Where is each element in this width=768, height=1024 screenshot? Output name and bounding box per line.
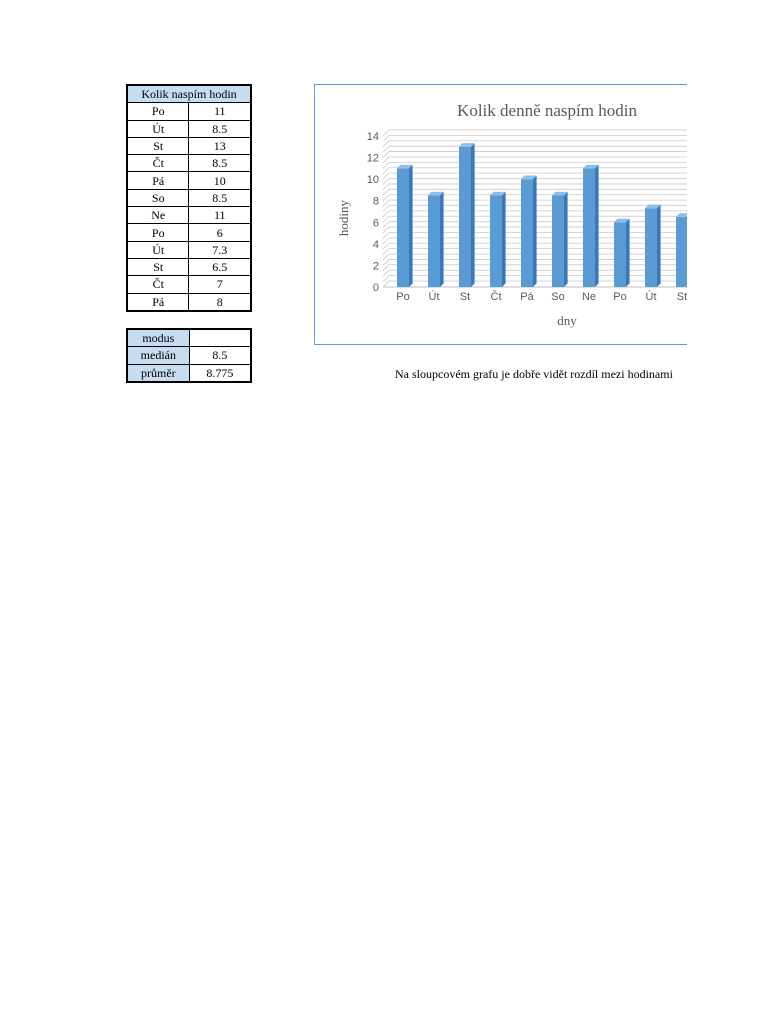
bar bbox=[614, 222, 626, 287]
y-tick-label: 0 bbox=[372, 282, 379, 294]
bar bbox=[459, 147, 471, 287]
gridline-depth bbox=[383, 249, 389, 255]
bar bbox=[397, 168, 409, 287]
gridline-depth bbox=[383, 276, 389, 282]
x-tick-label: Po bbox=[396, 291, 410, 303]
bar-side bbox=[440, 192, 444, 287]
y-tick-label: 14 bbox=[366, 131, 379, 143]
gridline-depth bbox=[383, 162, 389, 168]
hours-cell: 7 bbox=[189, 276, 251, 293]
x-tick-label: Pá bbox=[520, 291, 534, 303]
hours-cell: 10 bbox=[189, 172, 251, 189]
gridline-depth bbox=[383, 200, 389, 206]
bar-side bbox=[409, 165, 413, 287]
stat-label: medián bbox=[127, 347, 189, 364]
day-cell: Čt bbox=[127, 155, 189, 172]
day-cell: Út bbox=[127, 120, 189, 137]
bar-side bbox=[657, 205, 661, 287]
stats-table bbox=[126, 328, 252, 383]
day-cell: Po bbox=[127, 224, 189, 241]
hours-cell: 6.5 bbox=[189, 258, 251, 275]
bar bbox=[583, 168, 595, 287]
hours-table bbox=[126, 84, 252, 312]
bar-side bbox=[502, 192, 506, 287]
table-row bbox=[127, 155, 251, 172]
hours-cell: 8.5 bbox=[189, 155, 251, 172]
x-tick-label: Čt bbox=[490, 291, 502, 303]
stat-value bbox=[189, 329, 251, 347]
gridline-depth bbox=[383, 130, 389, 136]
gridline-depth bbox=[383, 173, 389, 179]
table-row bbox=[127, 293, 251, 311]
bar bbox=[521, 179, 533, 287]
gridline-depth bbox=[383, 281, 389, 287]
bar bbox=[645, 208, 657, 287]
table-row bbox=[127, 172, 251, 189]
day-cell: Ne bbox=[127, 207, 189, 224]
day-cell: Po bbox=[127, 103, 189, 120]
bar bbox=[552, 195, 564, 287]
x-tick-label: St bbox=[676, 291, 687, 303]
hours-cell: 6 bbox=[189, 224, 251, 241]
table-row bbox=[127, 120, 251, 137]
hours-cell: 8.5 bbox=[189, 120, 251, 137]
y-tick-label: 4 bbox=[372, 238, 379, 251]
x-tick-label: St bbox=[459, 291, 471, 303]
y-tick-label: 6 bbox=[372, 217, 379, 230]
table-row bbox=[127, 207, 251, 224]
table-row bbox=[127, 241, 251, 258]
bar-side bbox=[533, 176, 537, 287]
table-row bbox=[127, 137, 251, 154]
stat-value: 8.5 bbox=[189, 347, 251, 364]
gridline-depth bbox=[383, 259, 389, 265]
hours-cell: 7.3 bbox=[189, 241, 251, 258]
bar-top bbox=[676, 213, 687, 217]
bar-side bbox=[595, 165, 599, 287]
hours-cell: 13 bbox=[189, 137, 251, 154]
stats-row bbox=[127, 329, 251, 347]
x-axis-label: dny bbox=[557, 313, 577, 328]
day-cell: Čt bbox=[127, 276, 189, 293]
day-cell: St bbox=[127, 258, 189, 275]
hours-table-header: Kolik naspím hodin bbox=[127, 85, 251, 103]
y-tick-label: 2 bbox=[372, 260, 379, 273]
bar-side bbox=[626, 219, 630, 287]
chart-note: Na sloupcovém grafu je dobře vidět rozdíl mezi hodinami bbox=[395, 367, 673, 381]
chart-title: Kolik denně naspím hodin bbox=[457, 101, 637, 120]
day-cell: St bbox=[127, 137, 189, 154]
gridline-depth bbox=[383, 211, 389, 217]
gridline-depth bbox=[383, 243, 389, 249]
table-row bbox=[127, 103, 251, 120]
bar bbox=[428, 195, 440, 287]
day-cell: Út bbox=[127, 241, 189, 258]
gridline-depth bbox=[383, 157, 389, 163]
stat-value: 8.775 bbox=[189, 364, 251, 382]
table-row bbox=[127, 224, 251, 241]
day-cell: So bbox=[127, 189, 189, 206]
x-tick-label: Út bbox=[428, 291, 440, 303]
stat-label: modus bbox=[127, 329, 189, 347]
chart-frame bbox=[314, 84, 687, 345]
y-tick-label: 12 bbox=[366, 152, 379, 165]
x-tick-label: So bbox=[551, 291, 565, 303]
gridline-depth bbox=[383, 227, 389, 233]
gridline-depth bbox=[383, 152, 389, 158]
hours-cell: 8 bbox=[189, 293, 251, 311]
y-axis-label: hodiny bbox=[336, 199, 351, 237]
hours-cell: 11 bbox=[189, 103, 251, 120]
gridline-depth bbox=[383, 184, 389, 190]
gridline-depth bbox=[383, 179, 389, 185]
bar-side bbox=[471, 143, 475, 287]
gridline-depth bbox=[383, 146, 389, 152]
gridline-depth bbox=[383, 232, 389, 238]
gridline-depth bbox=[383, 195, 389, 201]
bar-chart bbox=[315, 85, 687, 344]
gridline-depth bbox=[383, 238, 389, 244]
gridline-depth bbox=[383, 189, 389, 195]
x-tick-label: Út bbox=[645, 291, 657, 303]
table-row bbox=[127, 258, 251, 275]
gridline-depth bbox=[383, 265, 389, 271]
x-tick-label: Po bbox=[613, 291, 627, 303]
gridline-depth bbox=[383, 270, 389, 276]
gridline-depth bbox=[383, 168, 389, 174]
y-tick-label: 10 bbox=[366, 174, 379, 187]
gridline-depth bbox=[383, 216, 389, 222]
x-tick-label: Ne bbox=[581, 291, 597, 303]
table-row bbox=[127, 276, 251, 293]
stat-label: průměr bbox=[127, 364, 189, 382]
gridline-depth bbox=[383, 135, 389, 141]
hours-cell: 8.5 bbox=[189, 189, 251, 206]
hours-cell: 11 bbox=[189, 207, 251, 224]
day-cell: Pá bbox=[127, 172, 189, 189]
gridline-depth bbox=[383, 206, 389, 212]
table-row bbox=[127, 189, 251, 206]
gridline-depth bbox=[383, 141, 389, 147]
gridline-depth bbox=[383, 222, 389, 228]
bar-side bbox=[564, 192, 568, 287]
day-cell: Pá bbox=[127, 293, 189, 311]
bar bbox=[490, 195, 502, 287]
stats-row bbox=[127, 347, 251, 364]
stats-row bbox=[127, 364, 251, 382]
bar bbox=[676, 217, 687, 287]
gridline-depth bbox=[383, 254, 389, 260]
y-tick-label: 8 bbox=[372, 195, 379, 208]
